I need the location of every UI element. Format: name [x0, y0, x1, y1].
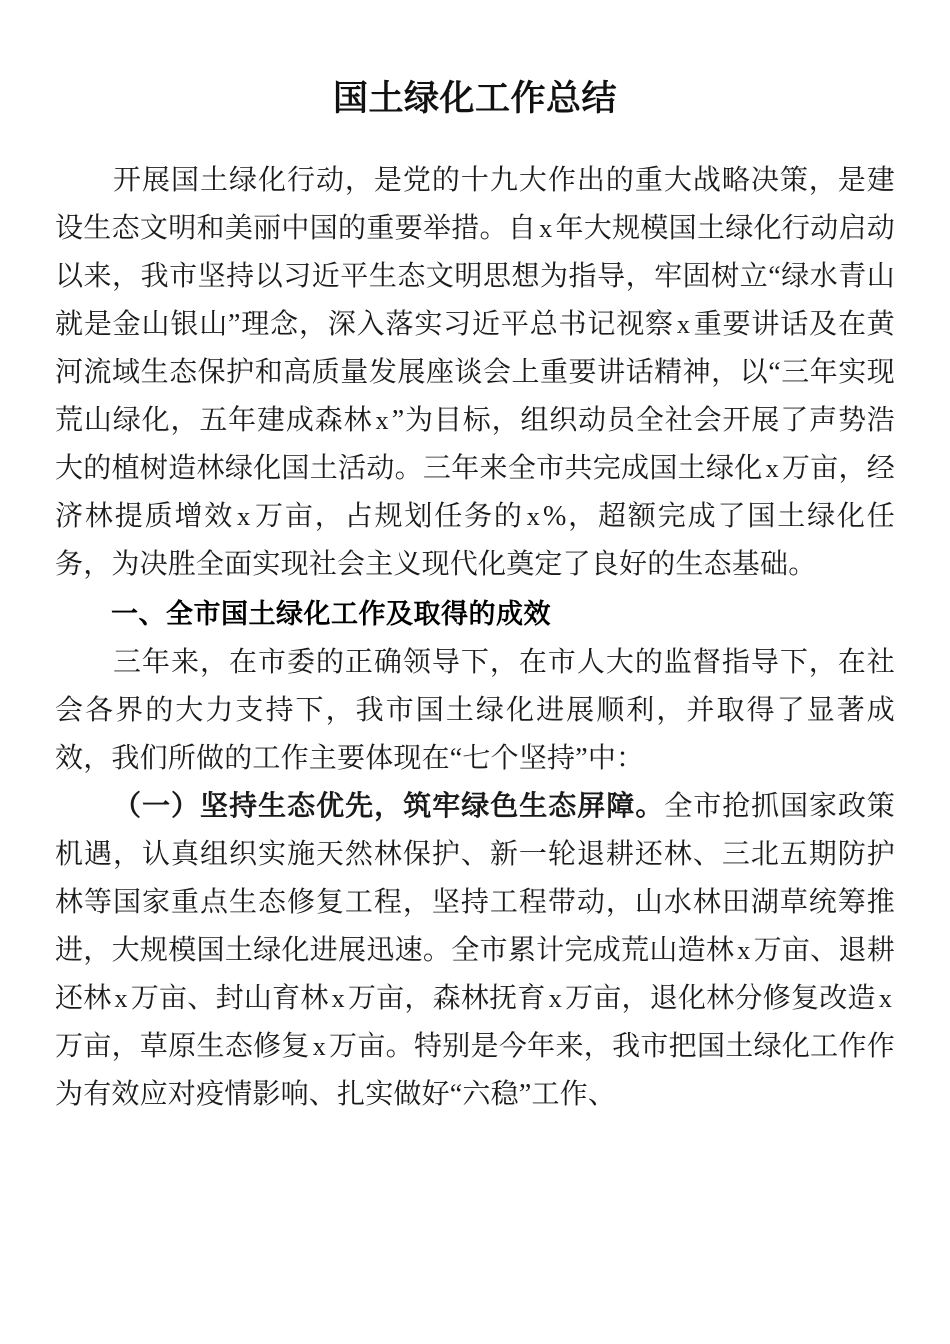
item-one-placeholder-x-6: x: [312, 1032, 326, 1061]
item-one-run-2: 万亩、退耕还林: [55, 935, 895, 1014]
paragraph-item-one: [55, 783, 895, 1119]
item-one-run-3: 万亩、封山育林: [130, 983, 329, 1014]
intro-placeholder-x-4: x: [765, 454, 779, 483]
intro-run-4: ”为目标，组织动员全社会开展了声势浩大的植树造林绿化国土活动。三年来全市共完成国土绿化: [55, 405, 896, 484]
item-one-placeholder-x-2: x: [114, 984, 128, 1013]
item-one-run-6: 万亩，草原生态修复: [55, 1031, 310, 1062]
intro-run-1: 开展国土绿化行动，是党的十九大作出的重大战略决策，是建设生态文明和美丽中国的重要举措。自: [55, 165, 895, 244]
item-one-placeholder-x-1: x: [737, 936, 751, 965]
paragraph-section-one-intro: 三年来，在市委的正确领导下，在市人大的监督指导下，在社会各界的大力支持下，我市国土绿化进展顺利，并取得了显著成效，我们所做的工作主要体现在“七个坚持”中：: [55, 647, 895, 774]
intro-placeholder-x-3: x: [375, 406, 389, 435]
intro-run-7: %，超额完成了国土绿化任务，为决胜全面实现社会主义现代化奠定了良好的生态基础。: [55, 501, 895, 580]
paragraph-intro: [55, 157, 895, 589]
intro-run-2: 年大规模国土绿化行动启动以来，我市坚持以习近平生态文明思想为指导，牢固树立“绿水青山就是金山银山”理念，深入落实习近平总书记视察: [55, 213, 895, 340]
item-one-bold-lead: （一）坚持生态优先，筑牢绿色生态屏障。: [113, 791, 665, 822]
item-one-placeholder-x-5: x: [878, 984, 893, 1013]
item-one-run-7: 万亩。特别是今年来，我市把国土绿化工作作为有效应对疫情影响、扎实做好“六稳”工作、: [55, 1031, 895, 1110]
page-title: 国土绿化工作总结: [332, 79, 617, 119]
intro-run-5: 万亩，经济林提质增效: [55, 453, 895, 532]
intro-placeholder-x-6: x: [526, 502, 540, 531]
intro-run-3: 重要讲话及在黄河流域生态保护和高质量发展座谈会上重要讲话精神，以“三年实现荒山绿化，五年建成森林: [55, 309, 895, 436]
item-one-placeholder-x-3: x: [331, 984, 345, 1013]
item-one-placeholder-x-4: x: [548, 984, 562, 1013]
intro-run-6: 万亩，占规划任务的: [253, 501, 524, 532]
intro-placeholder-x-2: x: [676, 310, 691, 339]
intro-placeholder-x-5: x: [237, 502, 251, 531]
intro-placeholder-x-1: x: [539, 214, 553, 243]
section-heading-one: 一、全市国土绿化工作及取得的成效: [111, 599, 551, 630]
item-one-run-5: 万亩，退化林分修复改造: [564, 983, 876, 1014]
item-one-run-4: 万亩，森林抚育: [347, 983, 546, 1014]
item-one-run-1: 全市抢抓国家政策机遇，认真组织实施天然林保护、新一轮退耕还林、三北五期防护林等国家重点生态修复工程，坚持工程带动，山水林田湖草统筹推进，大规模国土绿化进展迅速。全市累计完成荒山造林: [55, 791, 895, 966]
